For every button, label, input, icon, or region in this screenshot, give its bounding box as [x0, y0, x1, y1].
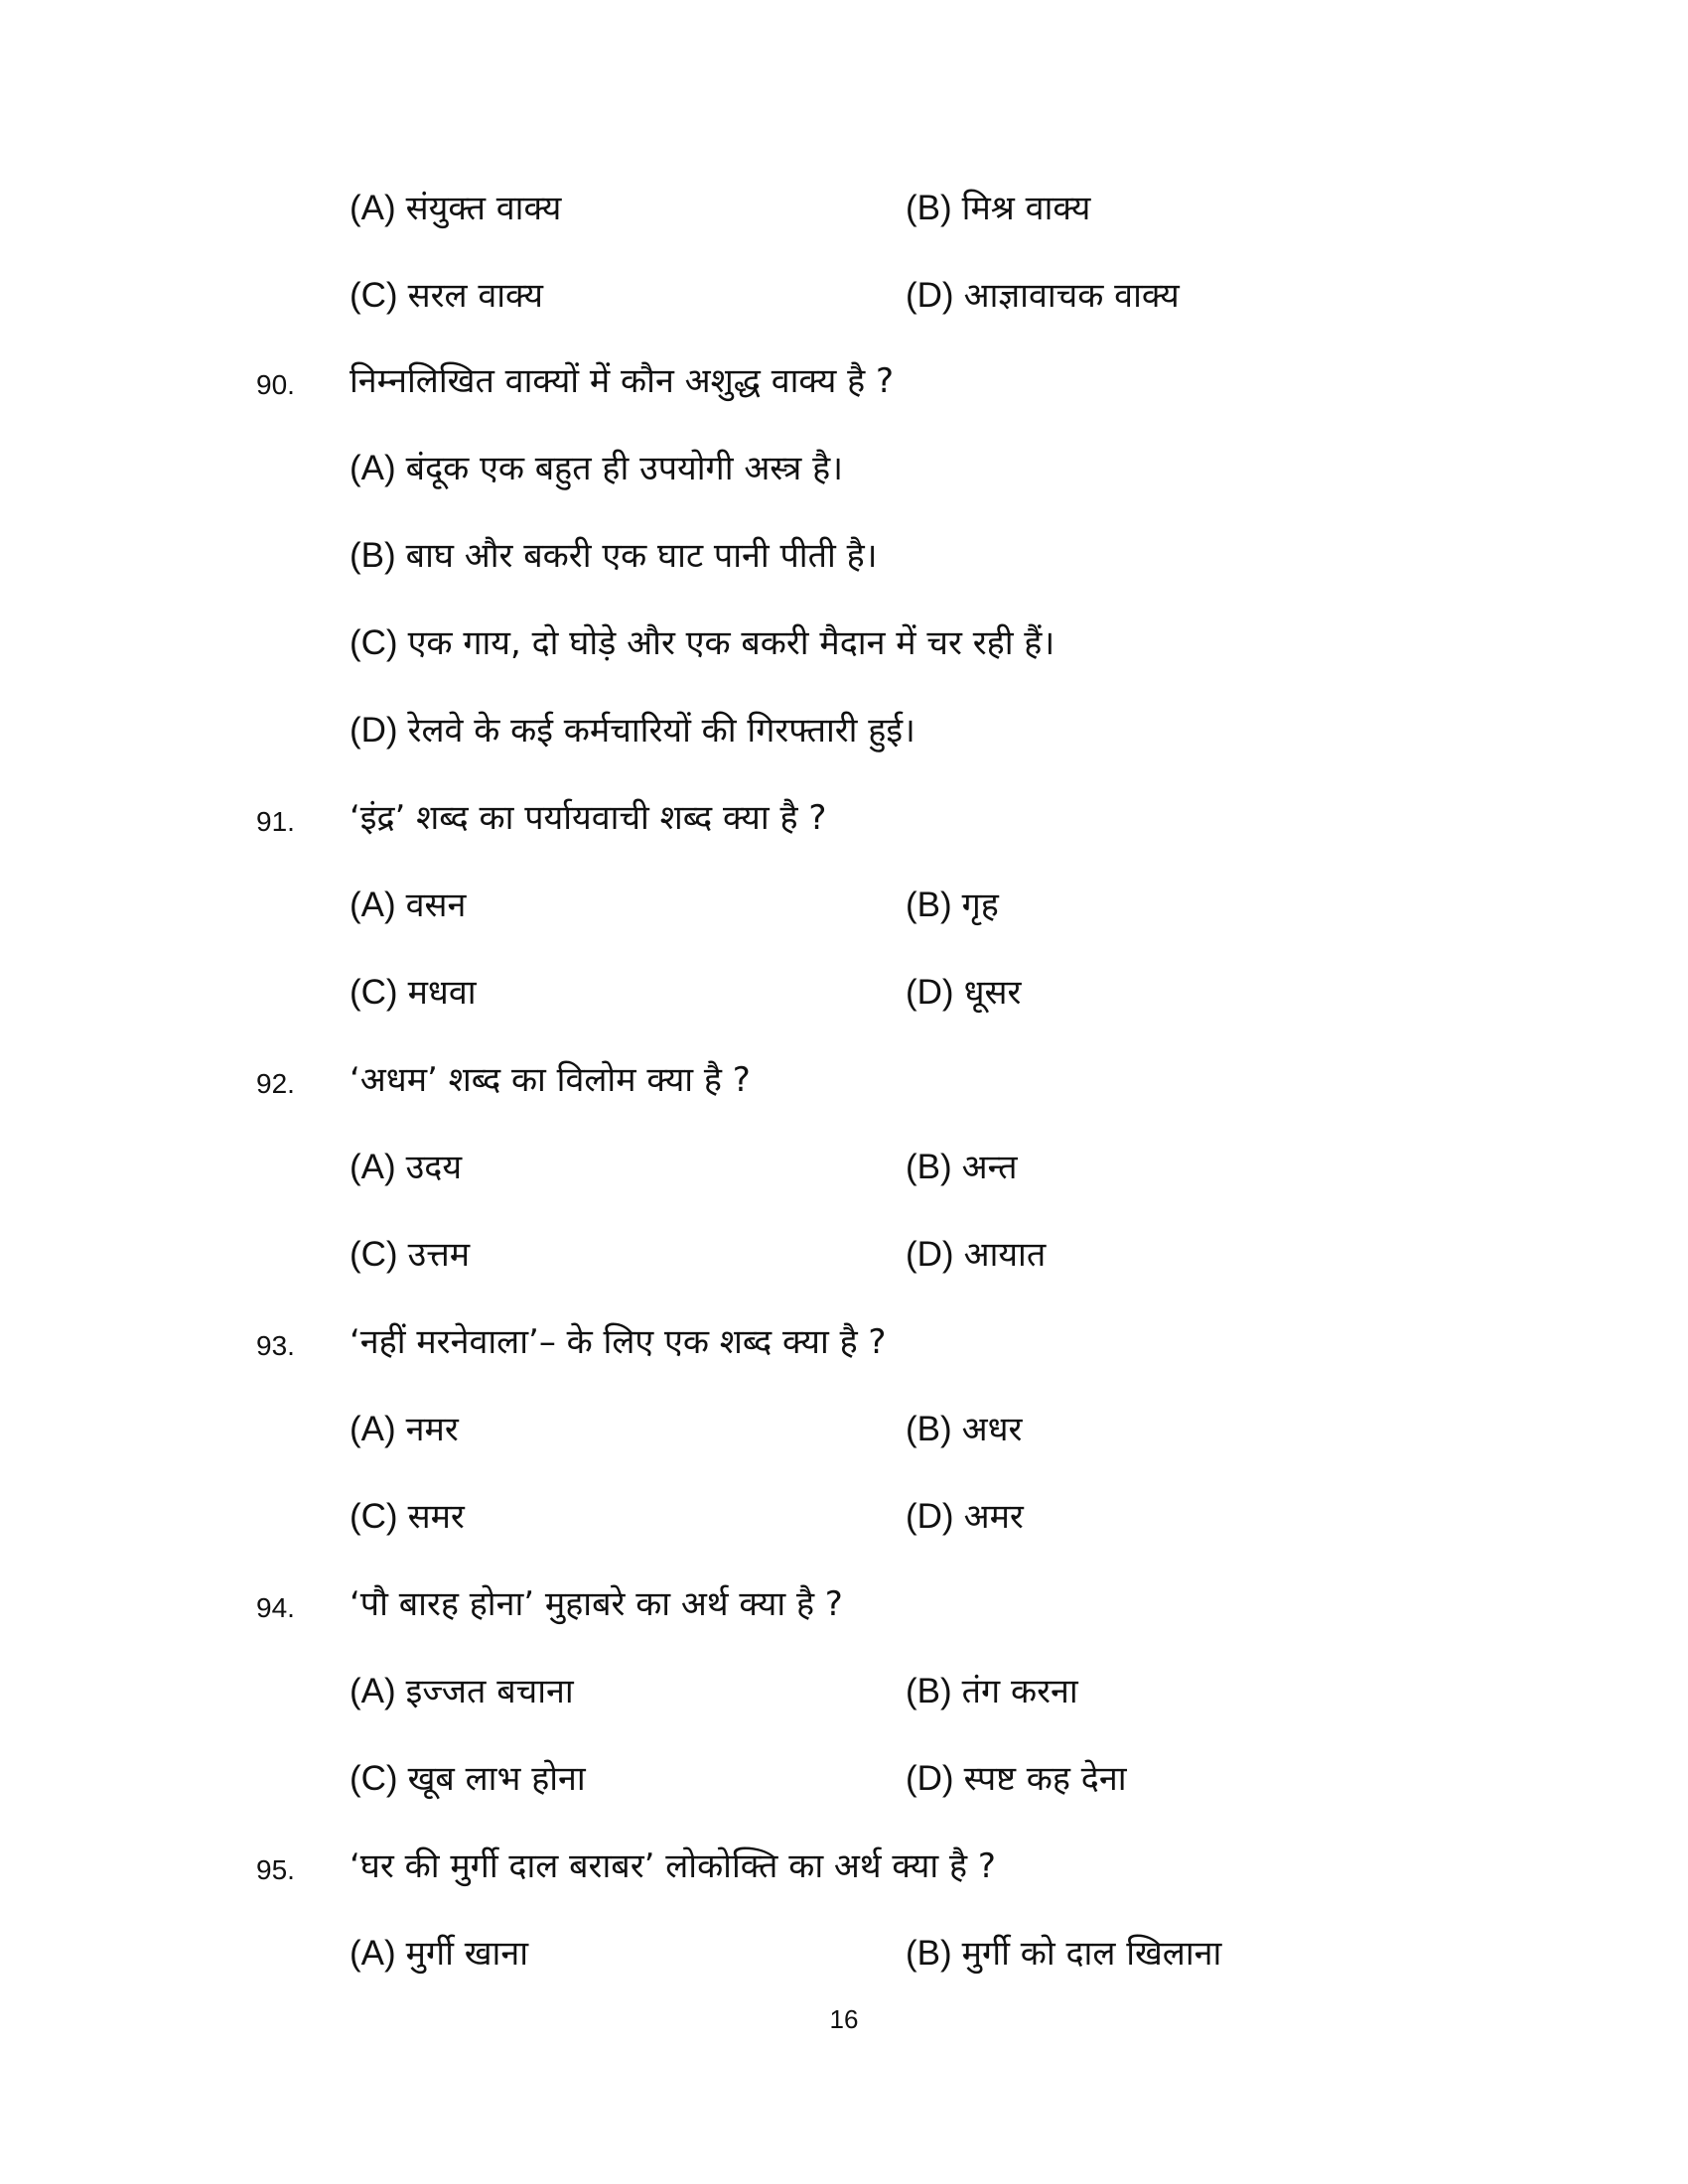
question-number: 92. [256, 1068, 295, 1099]
option-d [906, 274, 1180, 318]
option-text: उत्तम [407, 1235, 471, 1275]
option-label: (D) [906, 276, 954, 315]
option-label: (D) [350, 711, 398, 750]
option-c [350, 621, 1055, 665]
option-label: (B) [906, 189, 952, 227]
option-label: (C) [350, 973, 398, 1012]
option-b [906, 1408, 1022, 1451]
option-label: (A) [350, 1148, 396, 1186]
question-text: ‘नहीं मरनेवाला’– के लिए एक शब्द क्या है ? [350, 1322, 887, 1362]
option-label: (B) [906, 1148, 952, 1186]
option-label: (B) [906, 1934, 952, 1973]
option-text: वसन [405, 886, 467, 925]
option-text: अधर [961, 1410, 1023, 1449]
option-label: (A) [350, 1672, 396, 1710]
option-c [350, 971, 477, 1015]
option-a [350, 1932, 528, 1976]
option-label: (A) [350, 886, 396, 924]
option-label: (D) [906, 973, 954, 1012]
option-label: (C) [350, 1497, 398, 1536]
option-text: मुर्गी खाना [405, 1934, 529, 1974]
option-label: (C) [350, 1235, 398, 1274]
option-b [350, 534, 878, 578]
question-text: ‘अधम’ शब्द का विलोम क्या है ? [350, 1060, 751, 1100]
question-text: निम्नलिखित वाक्यों में कौन अशुद्ध वाक्य है ? [350, 361, 895, 401]
option-text: गृह [961, 886, 999, 925]
question-text: ‘पौ बारह होना’ मुहाबरे का अर्थ क्या है ? [350, 1584, 843, 1624]
option-a [350, 1146, 462, 1189]
question-number: 91. [256, 806, 295, 837]
option-label: (A) [350, 449, 396, 487]
question-number: 95. [256, 1854, 295, 1885]
option-text: तंग करना [961, 1672, 1078, 1711]
option-label: (C) [350, 623, 398, 662]
option-text: आज्ञावाचक वाक्य [963, 276, 1180, 316]
option-text: मधवा [407, 973, 477, 1013]
option-a [350, 884, 466, 927]
option-text: स्पष्ट कह देना [963, 1759, 1127, 1799]
option-b [906, 884, 999, 927]
option-b [906, 187, 1090, 230]
option-text: खूब लाभ होना [407, 1759, 586, 1799]
option-d [906, 1233, 1046, 1277]
option-text: बाघ और बकरी एक घाट पानी पीती है। [405, 536, 878, 576]
option-a [350, 447, 843, 490]
option-label: (D) [906, 1497, 954, 1536]
option-text: नमर [405, 1410, 459, 1449]
option-label: (B) [906, 886, 952, 924]
option-text: बंदूक एक बहुत ही उपयोगी अस्त्र है। [405, 449, 844, 488]
question-text: ‘इंद्र’ शब्द का पर्यायवाची शब्द क्या है ? [350, 798, 827, 838]
option-label: (A) [350, 1410, 396, 1448]
option-b [906, 1932, 1221, 1976]
option-b [906, 1146, 1017, 1189]
option-label: (D) [906, 1759, 954, 1798]
option-text: रेलवे के कई कर्मचारियों की गिरफ्तारी हुई। [407, 711, 915, 751]
option-a [350, 1670, 574, 1713]
option-text: इज्जत बचाना [405, 1672, 574, 1711]
question-text: ‘घर की मुर्गी दाल बराबर’ लोकोक्ति का अर्थ क्या है ? [350, 1846, 996, 1886]
option-d [906, 971, 1021, 1015]
option-label: (A) [350, 189, 396, 227]
option-text: उदय [405, 1148, 463, 1187]
option-a [350, 1408, 459, 1451]
question-number: 90. [256, 369, 295, 400]
option-label: (B) [350, 536, 396, 575]
option-c [350, 1495, 465, 1539]
option-label: (A) [350, 1934, 396, 1973]
option-text: मुर्गी को दाल खिलाना [961, 1934, 1222, 1974]
option-text: समर [407, 1497, 465, 1537]
option-text: धूसर [963, 973, 1022, 1013]
option-text: संयुक्त वाक्य [405, 189, 562, 228]
option-a [350, 187, 561, 230]
option-text: अमर [963, 1497, 1024, 1537]
option-text: अन्त [961, 1148, 1018, 1187]
option-d [906, 1495, 1024, 1539]
option-label: (B) [906, 1410, 952, 1448]
option-text: आयात [963, 1235, 1047, 1275]
option-label: (D) [906, 1235, 954, 1274]
question-number: 93. [256, 1330, 295, 1361]
option-c [350, 1757, 586, 1801]
question-number: 94. [256, 1592, 295, 1623]
option-label: (B) [906, 1672, 952, 1710]
option-c [350, 1233, 470, 1277]
option-label: (C) [350, 1759, 398, 1798]
page-number: 16 [829, 2004, 859, 2034]
option-d [906, 1757, 1127, 1801]
option-d [350, 709, 915, 752]
option-text: सरल वाक्य [407, 276, 543, 316]
option-label: (C) [350, 276, 398, 315]
option-text: मिश्र वाक्य [961, 189, 1091, 228]
option-text: एक गाय, दो घोड़े और एक बकरी मैदान में चर रही हैं। [407, 623, 1055, 663]
option-c [350, 274, 543, 318]
option-b [906, 1670, 1078, 1713]
